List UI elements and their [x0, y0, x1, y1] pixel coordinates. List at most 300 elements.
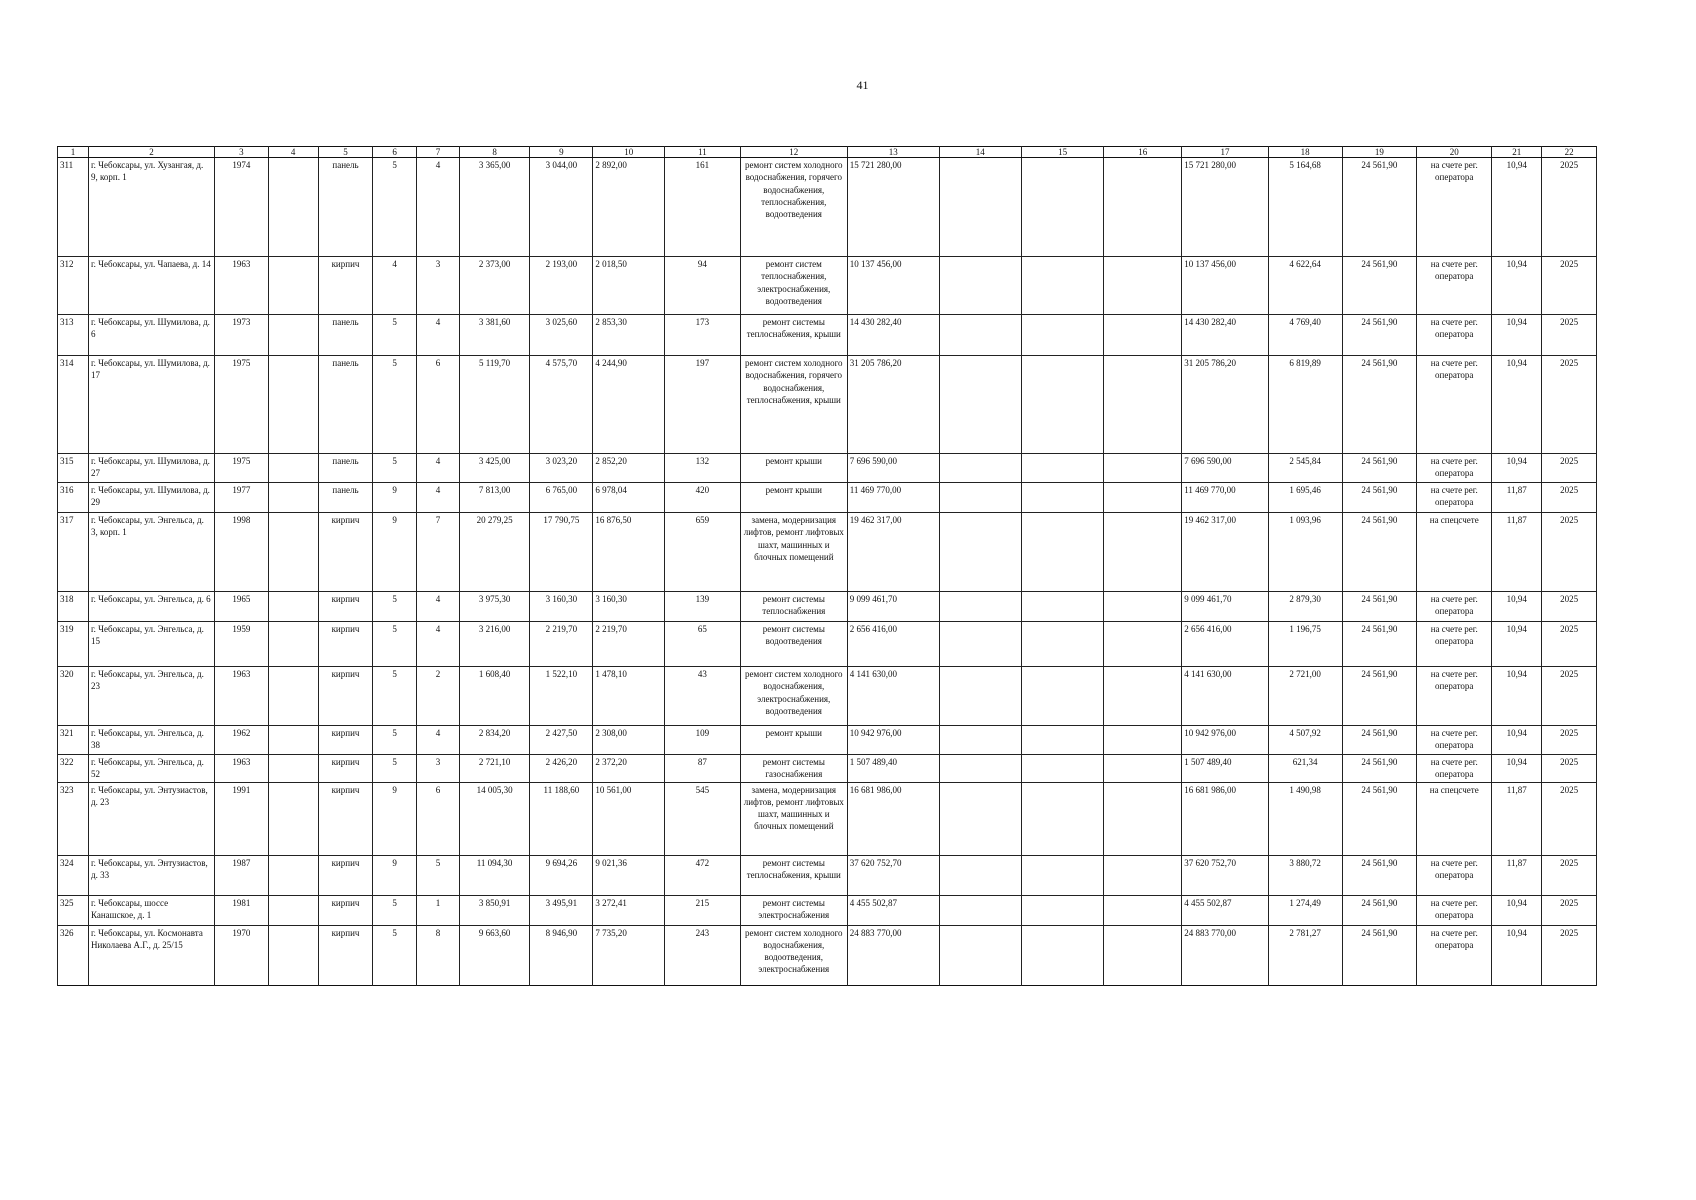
col4-cell	[268, 257, 318, 315]
residents-cell: 173	[664, 315, 740, 356]
address-cell: г. Чебоксары, ул. Хузангая, д. 9, корп. 1	[88, 158, 214, 257]
col4-cell	[268, 315, 318, 356]
unit-cost-cell: 4 769,40	[1268, 315, 1342, 356]
unit-cost-cell: 4 507,92	[1268, 726, 1342, 755]
premises-area-cell: 2 193,00	[530, 257, 593, 315]
entrances-cell: 7	[417, 513, 460, 592]
work-type-cell: ремонт системы теплоснабжения, крыши	[740, 855, 847, 895]
unit-cost-cell: 5 164,68	[1268, 158, 1342, 257]
page-number: 41	[856, 78, 869, 92]
entrances-cell: 4	[417, 726, 460, 755]
col14-cell	[939, 513, 1021, 592]
wall-material-cell: панель	[318, 454, 373, 483]
residential-area-cell: 4 244,90	[593, 356, 665, 454]
year-cell: 1965	[215, 592, 268, 622]
max-unit-cost-cell: 24 561,90	[1342, 356, 1417, 454]
year-cell: 1962	[215, 726, 268, 755]
entrances-cell: 4	[417, 622, 460, 667]
fund-method-cell: на спецсчете	[1417, 782, 1492, 855]
entrances-cell: 3	[417, 257, 460, 315]
col4-cell	[268, 895, 318, 925]
residents-cell: 132	[664, 454, 740, 483]
rate-cell: 10,94	[1492, 622, 1542, 667]
column-number: 16	[1104, 147, 1182, 158]
wall-material-cell: кирпич	[318, 925, 373, 985]
wall-material-cell: кирпич	[318, 622, 373, 667]
premises-area-cell: 9 694,26	[530, 855, 593, 895]
fund-method-cell: на счете рег. оператора	[1417, 315, 1492, 356]
row-number: 312	[58, 257, 89, 315]
completion-year-cell: 2025	[1542, 592, 1597, 622]
fund-cost-cell: 7 696 590,00	[1182, 454, 1269, 483]
col14-cell	[939, 726, 1021, 755]
floors-cell: 5	[373, 895, 417, 925]
row-number: 324	[58, 855, 89, 895]
col4-cell	[268, 158, 318, 257]
year-cell: 1975	[215, 356, 268, 454]
work-type-cell: ремонт систем холодного водоснабжения, водоотведения, электроснабжения	[740, 925, 847, 985]
col4-cell	[268, 855, 318, 895]
floors-cell: 5	[373, 755, 417, 783]
fund-method-cell: на счете рег. оператора	[1417, 726, 1492, 755]
premises-area-cell: 3 495,91	[530, 895, 593, 925]
col4-cell	[268, 513, 318, 592]
entrances-cell: 4	[417, 158, 460, 257]
total-cost-cell: 9 099 461,70	[847, 592, 939, 622]
row-number: 314	[58, 356, 89, 454]
col15-cell	[1021, 667, 1103, 726]
unit-cost-cell: 1 093,96	[1268, 513, 1342, 592]
entrances-cell: 6	[417, 356, 460, 454]
col15-cell	[1021, 158, 1103, 257]
unit-cost-cell: 621,34	[1268, 755, 1342, 783]
fund-cost-cell: 10 942 976,00	[1182, 726, 1269, 755]
fund-cost-cell: 4 455 502,87	[1182, 895, 1269, 925]
col16-cell	[1104, 158, 1182, 257]
col15-cell	[1021, 895, 1103, 925]
col16-cell	[1104, 855, 1182, 895]
column-number: 10	[593, 147, 665, 158]
residents-cell: 243	[664, 925, 740, 985]
work-type-cell: ремонт систем холодного водоснабжения, горячего водоснабжения, теплоснабжения, крыши	[740, 356, 847, 454]
floors-cell: 9	[373, 483, 417, 513]
residential-area-cell: 2 892,00	[593, 158, 665, 257]
col15-cell	[1021, 454, 1103, 483]
col15-cell	[1021, 356, 1103, 454]
wall-material-cell: кирпич	[318, 755, 373, 783]
max-unit-cost-cell: 24 561,90	[1342, 592, 1417, 622]
completion-year-cell: 2025	[1542, 622, 1597, 667]
col16-cell	[1104, 356, 1182, 454]
total-cost-cell: 37 620 752,70	[847, 855, 939, 895]
table-body	[58, 158, 1597, 986]
max-unit-cost-cell: 24 561,90	[1342, 257, 1417, 315]
residential-area-cell: 2 308,00	[593, 726, 665, 755]
floors-cell: 5	[373, 667, 417, 726]
address-cell: г. Чебоксары, ул. Энтузиастов, д. 33	[88, 855, 214, 895]
fund-cost-cell: 15 721 280,00	[1182, 158, 1269, 257]
work-type-cell: ремонт системы газоснабжения	[740, 755, 847, 783]
row-number: 320	[58, 667, 89, 726]
residential-area-cell: 2 372,20	[593, 755, 665, 783]
fund-method-cell: на счете рег. оператора	[1417, 925, 1492, 985]
column-number: 15	[1021, 147, 1103, 158]
total-cost-cell: 10 137 456,00	[847, 257, 939, 315]
col15-cell	[1021, 925, 1103, 985]
table-row	[58, 158, 1597, 257]
col16-cell	[1104, 315, 1182, 356]
completion-year-cell: 2025	[1542, 454, 1597, 483]
col15-cell	[1021, 726, 1103, 755]
floors-cell: 5	[373, 315, 417, 356]
unit-cost-cell: 4 622,64	[1268, 257, 1342, 315]
unit-cost-cell: 2 879,30	[1268, 592, 1342, 622]
total-area-cell: 1 608,40	[459, 667, 530, 726]
col4-cell	[268, 622, 318, 667]
max-unit-cost-cell: 24 561,90	[1342, 855, 1417, 895]
fund-method-cell: на счете рег. оператора	[1417, 622, 1492, 667]
col15-cell	[1021, 257, 1103, 315]
residents-cell: 109	[664, 726, 740, 755]
residents-cell: 43	[664, 667, 740, 726]
completion-year-cell: 2025	[1542, 925, 1597, 985]
total-area-cell: 2 834,20	[459, 726, 530, 755]
year-cell: 1981	[215, 895, 268, 925]
column-number: 17	[1182, 147, 1269, 158]
floors-cell: 9	[373, 782, 417, 855]
address-cell: г. Чебоксары, ул. Энгельса, д. 38	[88, 726, 214, 755]
max-unit-cost-cell: 24 561,90	[1342, 454, 1417, 483]
col4-cell	[268, 782, 318, 855]
work-type-cell: ремонт крыши	[740, 726, 847, 755]
floors-cell: 9	[373, 513, 417, 592]
completion-year-cell: 2025	[1542, 895, 1597, 925]
col14-cell	[939, 592, 1021, 622]
rate-cell: 11,87	[1492, 855, 1542, 895]
residential-area-cell: 3 272,41	[593, 895, 665, 925]
col4-cell	[268, 925, 318, 985]
total-cost-cell: 2 656 416,00	[847, 622, 939, 667]
residents-cell: 65	[664, 622, 740, 667]
col14-cell	[939, 454, 1021, 483]
total-area-cell: 9 663,60	[459, 925, 530, 985]
year-cell: 1963	[215, 755, 268, 783]
unit-cost-cell: 2 781,27	[1268, 925, 1342, 985]
work-type-cell: ремонт крыши	[740, 454, 847, 483]
col15-cell	[1021, 782, 1103, 855]
total-cost-cell: 16 681 986,00	[847, 782, 939, 855]
residential-area-cell: 2 853,30	[593, 315, 665, 356]
rate-cell: 10,94	[1492, 755, 1542, 783]
column-number-row	[58, 147, 1597, 158]
completion-year-cell: 2025	[1542, 667, 1597, 726]
unit-cost-cell: 1 490,98	[1268, 782, 1342, 855]
completion-year-cell: 2025	[1542, 257, 1597, 315]
premises-area-cell: 2 427,50	[530, 726, 593, 755]
col14-cell	[939, 622, 1021, 667]
wall-material-cell: кирпич	[318, 257, 373, 315]
total-cost-cell: 4 141 630,00	[847, 667, 939, 726]
wall-material-cell: панель	[318, 315, 373, 356]
rate-cell: 11,87	[1492, 782, 1542, 855]
floors-cell: 5	[373, 158, 417, 257]
max-unit-cost-cell: 24 561,90	[1342, 483, 1417, 513]
total-area-cell: 11 094,30	[459, 855, 530, 895]
table-row	[58, 592, 1597, 622]
fund-method-cell: на счете рег. оператора	[1417, 667, 1492, 726]
unit-cost-cell: 1 196,75	[1268, 622, 1342, 667]
address-cell: г. Чебоксары, ул. Энтузиастов, д. 23	[88, 782, 214, 855]
col4-cell	[268, 483, 318, 513]
rate-cell: 10,94	[1492, 315, 1542, 356]
row-number: 317	[58, 513, 89, 592]
column-number: 11	[664, 147, 740, 158]
max-unit-cost-cell: 24 561,90	[1342, 158, 1417, 257]
row-number: 319	[58, 622, 89, 667]
col16-cell	[1104, 726, 1182, 755]
residents-cell: 139	[664, 592, 740, 622]
total-area-cell: 3 975,30	[459, 592, 530, 622]
address-cell: г. Чебоксары, ул. Космонавта Николаева А.Г., д. 25/15	[88, 925, 214, 985]
year-cell: 1975	[215, 454, 268, 483]
year-cell: 1977	[215, 483, 268, 513]
row-number: 325	[58, 895, 89, 925]
wall-material-cell: кирпич	[318, 895, 373, 925]
max-unit-cost-cell: 24 561,90	[1342, 895, 1417, 925]
table-row	[58, 755, 1597, 783]
col16-cell	[1104, 667, 1182, 726]
rate-cell: 11,87	[1492, 483, 1542, 513]
residential-area-cell: 9 021,36	[593, 855, 665, 895]
table-row	[58, 356, 1597, 454]
col16-cell	[1104, 925, 1182, 985]
total-area-cell: 2 721,10	[459, 755, 530, 783]
premises-area-cell: 17 790,75	[530, 513, 593, 592]
max-unit-cost-cell: 24 561,90	[1342, 782, 1417, 855]
completion-year-cell: 2025	[1542, 483, 1597, 513]
total-area-cell: 14 005,30	[459, 782, 530, 855]
max-unit-cost-cell: 24 561,90	[1342, 513, 1417, 592]
premises-area-cell: 3 023,20	[530, 454, 593, 483]
work-type-cell: замена, модернизация лифтов, ремонт лифтовых шахт, машинных и блочных помещений	[740, 513, 847, 592]
total-cost-cell: 31 205 786,20	[847, 356, 939, 454]
floors-cell: 9	[373, 855, 417, 895]
entrances-cell: 1	[417, 895, 460, 925]
floors-cell: 5	[373, 454, 417, 483]
col16-cell	[1104, 755, 1182, 783]
column-number: 21	[1492, 147, 1542, 158]
year-cell: 1974	[215, 158, 268, 257]
column-number: 2	[88, 147, 214, 158]
entrances-cell: 4	[417, 483, 460, 513]
residents-cell: 420	[664, 483, 740, 513]
residents-cell: 94	[664, 257, 740, 315]
address-cell: г. Чебоксары, ул. Шумилова, д. 6	[88, 315, 214, 356]
entrances-cell: 4	[417, 315, 460, 356]
premises-area-cell: 3 025,60	[530, 315, 593, 356]
total-cost-cell: 4 455 502,87	[847, 895, 939, 925]
address-cell: г. Чебоксары, ул. Энгельса, д. 15	[88, 622, 214, 667]
work-type-cell: замена, модернизация лифтов, ремонт лифтовых шахт, машинных и блочных помещений	[740, 782, 847, 855]
fund-cost-cell: 16 681 986,00	[1182, 782, 1269, 855]
table-row	[58, 257, 1597, 315]
residents-cell: 659	[664, 513, 740, 592]
col16-cell	[1104, 257, 1182, 315]
year-cell: 1963	[215, 257, 268, 315]
completion-year-cell: 2025	[1542, 513, 1597, 592]
col15-cell	[1021, 592, 1103, 622]
residential-area-cell: 1 478,10	[593, 667, 665, 726]
residential-area-cell: 6 978,04	[593, 483, 665, 513]
work-type-cell: ремонт систем холодного водоснабжения, электроснабжения, водоотведения	[740, 667, 847, 726]
entrances-cell: 8	[417, 925, 460, 985]
table-row	[58, 667, 1597, 726]
total-area-cell: 3 850,91	[459, 895, 530, 925]
fund-cost-cell: 19 462 317,00	[1182, 513, 1269, 592]
residents-cell: 545	[664, 782, 740, 855]
rate-cell: 10,94	[1492, 454, 1542, 483]
floors-cell: 5	[373, 726, 417, 755]
table-row	[58, 315, 1597, 356]
address-cell: г. Чебоксары, ул. Чапаева, д. 14	[88, 257, 214, 315]
col15-cell	[1021, 513, 1103, 592]
wall-material-cell: кирпич	[318, 855, 373, 895]
fund-cost-cell: 14 430 282,40	[1182, 315, 1269, 356]
total-area-cell: 20 279,25	[459, 513, 530, 592]
col4-cell	[268, 726, 318, 755]
fund-cost-cell: 10 137 456,00	[1182, 257, 1269, 315]
total-cost-cell: 15 721 280,00	[847, 158, 939, 257]
residential-area-cell: 2 219,70	[593, 622, 665, 667]
total-area-cell: 3 425,00	[459, 454, 530, 483]
fund-method-cell: на счете рег. оператора	[1417, 257, 1492, 315]
col14-cell	[939, 356, 1021, 454]
fund-method-cell: на счете рег. оператора	[1417, 356, 1492, 454]
fund-cost-cell: 37 620 752,70	[1182, 855, 1269, 895]
max-unit-cost-cell: 24 561,90	[1342, 755, 1417, 783]
col14-cell	[939, 782, 1021, 855]
col4-cell	[268, 592, 318, 622]
address-cell: г. Чебоксары, ул. Шумилова, д. 27	[88, 454, 214, 483]
total-area-cell: 3 381,60	[459, 315, 530, 356]
entrances-cell: 3	[417, 755, 460, 783]
row-number: 311	[58, 158, 89, 257]
completion-year-cell: 2025	[1542, 158, 1597, 257]
rate-cell: 11,87	[1492, 513, 1542, 592]
floors-cell: 4	[373, 257, 417, 315]
max-unit-cost-cell: 24 561,90	[1342, 315, 1417, 356]
premises-area-cell: 2 219,70	[530, 622, 593, 667]
table-row	[58, 726, 1597, 755]
table-row	[58, 622, 1597, 667]
col14-cell	[939, 855, 1021, 895]
col14-cell	[939, 755, 1021, 783]
rate-cell: 10,94	[1492, 592, 1542, 622]
work-type-cell: ремонт систем теплоснабжения, электроснабжения, водоотведения	[740, 257, 847, 315]
completion-year-cell: 2025	[1542, 726, 1597, 755]
rate-cell: 10,94	[1492, 726, 1542, 755]
fund-cost-cell: 1 507 489,40	[1182, 755, 1269, 783]
year-cell: 1970	[215, 925, 268, 985]
column-number: 1	[58, 147, 89, 158]
residential-area-cell: 10 561,00	[593, 782, 665, 855]
premises-area-cell: 8 946,90	[530, 925, 593, 985]
unit-cost-cell: 6 819,89	[1268, 356, 1342, 454]
column-number: 14	[939, 147, 1021, 158]
col16-cell	[1104, 454, 1182, 483]
col4-cell	[268, 755, 318, 783]
residential-area-cell: 2 018,50	[593, 257, 665, 315]
entrances-cell: 4	[417, 592, 460, 622]
completion-year-cell: 2025	[1542, 356, 1597, 454]
table-row	[58, 483, 1597, 513]
fund-method-cell: на счете рег. оператора	[1417, 483, 1492, 513]
max-unit-cost-cell: 24 561,90	[1342, 925, 1417, 985]
col16-cell	[1104, 622, 1182, 667]
completion-year-cell: 2025	[1542, 782, 1597, 855]
col15-cell	[1021, 315, 1103, 356]
address-cell: г. Чебоксары, шоссе Канашское, д. 1	[88, 895, 214, 925]
year-cell: 1959	[215, 622, 268, 667]
work-type-cell: ремонт системы водоотведения	[740, 622, 847, 667]
table-row	[58, 925, 1597, 985]
fund-cost-cell: 11 469 770,00	[1182, 483, 1269, 513]
column-number: 19	[1342, 147, 1417, 158]
column-number: 9	[530, 147, 593, 158]
completion-year-cell: 2025	[1542, 855, 1597, 895]
col14-cell	[939, 925, 1021, 985]
row-number: 323	[58, 782, 89, 855]
completion-year-cell: 2025	[1542, 755, 1597, 783]
total-area-cell: 3 365,00	[459, 158, 530, 257]
rate-cell: 10,94	[1492, 667, 1542, 726]
floors-cell: 5	[373, 622, 417, 667]
wall-material-cell: панель	[318, 483, 373, 513]
col14-cell	[939, 667, 1021, 726]
residents-cell: 87	[664, 755, 740, 783]
address-cell: г. Чебоксары, ул. Шумилова, д. 17	[88, 356, 214, 454]
column-number: 7	[417, 147, 460, 158]
capital-repair-table	[57, 146, 1597, 986]
residential-area-cell: 7 735,20	[593, 925, 665, 985]
wall-material-cell: кирпич	[318, 513, 373, 592]
premises-area-cell: 3 044,00	[530, 158, 593, 257]
rate-cell: 10,94	[1492, 895, 1542, 925]
work-type-cell: ремонт системы теплоснабжения	[740, 592, 847, 622]
col16-cell	[1104, 895, 1182, 925]
col16-cell	[1104, 592, 1182, 622]
residents-cell: 161	[664, 158, 740, 257]
year-cell: 1998	[215, 513, 268, 592]
entrances-cell: 5	[417, 855, 460, 895]
unit-cost-cell: 3 880,72	[1268, 855, 1342, 895]
fund-method-cell: на счете рег. оператора	[1417, 592, 1492, 622]
max-unit-cost-cell: 24 561,90	[1342, 667, 1417, 726]
column-number: 8	[459, 147, 530, 158]
year-cell: 1963	[215, 667, 268, 726]
row-number: 313	[58, 315, 89, 356]
fund-method-cell: на счете рег. оператора	[1417, 158, 1492, 257]
residents-cell: 472	[664, 855, 740, 895]
total-area-cell: 5 119,70	[459, 356, 530, 454]
work-type-cell: ремонт систем холодного водоснабжения, горячего водоснабжения, теплоснабжения, водоотведения	[740, 158, 847, 257]
col15-cell	[1021, 755, 1103, 783]
fund-cost-cell: 9 099 461,70	[1182, 592, 1269, 622]
entrances-cell: 6	[417, 782, 460, 855]
residential-area-cell: 16 876,50	[593, 513, 665, 592]
wall-material-cell: панель	[318, 356, 373, 454]
row-number: 321	[58, 726, 89, 755]
